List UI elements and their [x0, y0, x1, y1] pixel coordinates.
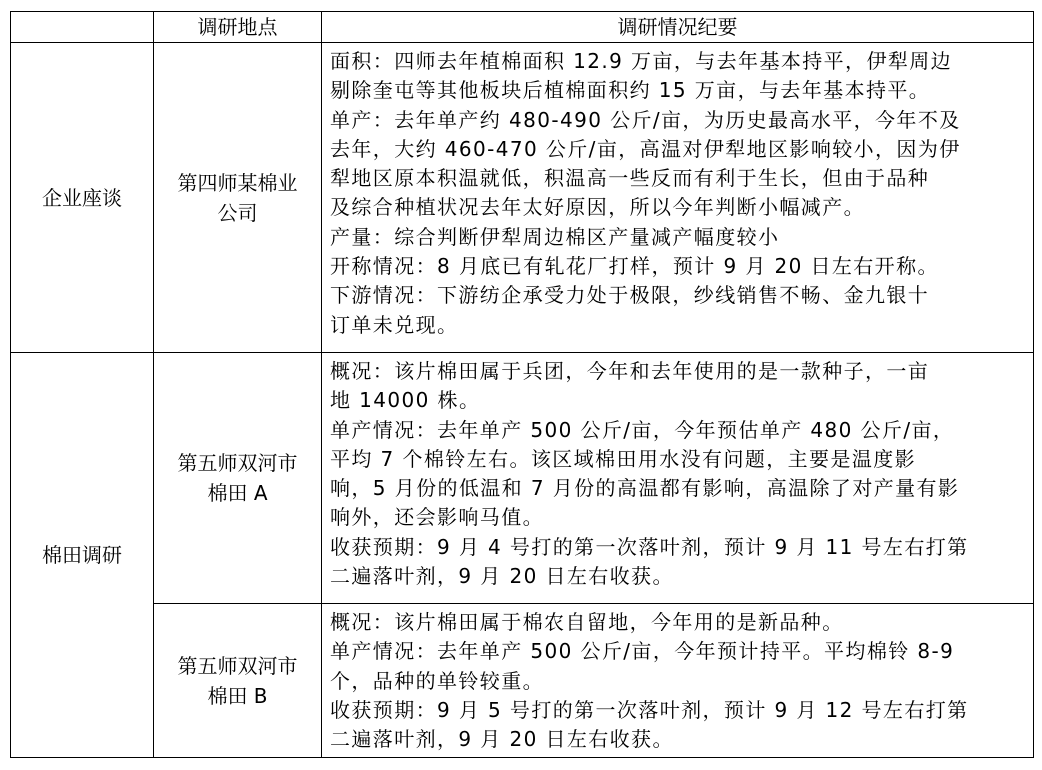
- summary-line: 概况：该片棉田属于棉农自留地，今年用的是新品种。: [330, 610, 844, 634]
- summary-line: 地 14000 株。: [330, 388, 481, 413]
- summary-line: 二遍落叶剂，9 月 20 日左右收获。: [330, 564, 674, 589]
- location-line: 第五师双河市: [177, 653, 298, 678]
- summary-line: 订单未兑现。: [330, 312, 459, 337]
- summary-line: 响外，还会影响马值。: [330, 505, 544, 530]
- location-line: 第五师双河市: [177, 451, 298, 475]
- location-cell: [154, 43, 321, 352]
- location-cell: [154, 604, 321, 757]
- summary-line: 收获预期：9 月 4 号打的第一次落叶剂，预计 9 月 11 号左右打第: [330, 534, 969, 559]
- summary-line: 收获预期：9 月 5 号打的第一次落叶剂，预计 9 月 12 号左右打第: [330, 697, 969, 722]
- summary-line: 下游情况：下游纺企承受力处于极限，纱线销售不畅、金九银十: [330, 283, 930, 308]
- summary-line: 个，品种的单铃较重。: [330, 668, 544, 693]
- research-summary-table: [10, 11, 1034, 758]
- summary-line: 二遍落叶剂，9 月 20 日左右收获。: [330, 727, 674, 752]
- summary-line: 剔除奎屯等其他板块后植棉面积约 15 万亩，与去年基本持平。: [330, 78, 931, 103]
- summary-line: 去年，大约 460-470 公斤/亩，高温对伊犁地区影响较小，因为伊: [330, 136, 961, 161]
- summary-line: 面积：四师去年植棉面积 12.9 万亩，与去年基本持平，伊犁周边: [330, 49, 953, 73]
- summary-line: 单产：去年单产约 480-490 公斤/亩，为历史最高水平，今年不及: [330, 107, 961, 132]
- table-border-right: [1033, 11, 1034, 758]
- summary-line: 及综合种植状况去年太好原因，所以今年判断小幅减产。: [330, 195, 865, 220]
- location-line: 公司: [217, 200, 258, 225]
- header-summary: 调研情况纪要: [617, 15, 738, 39]
- summary-line: 平均 7 个棉铃左右。该区域棉田用水没有问题，主要是温度影: [330, 446, 917, 471]
- header-location: 调研地点: [197, 15, 278, 39]
- summary-line: 产量：综合判断伊犁周边棉区产量减产幅度较小: [330, 224, 780, 249]
- category-enterprise-meeting: 企业座谈: [42, 185, 122, 210]
- summary-line: 概况：该片棉田属于兵团，今年和去年使用的是一款种子，一亩: [330, 359, 930, 383]
- location-cell: [154, 353, 321, 603]
- summary-line: 单产情况：去年单产 500 公斤/亩，今年预估单产 480 公斤/亩，: [330, 417, 955, 442]
- summary-line: 开称情况：8 月底已有轧花厂打样，预计 9 月 20 日左右开称。: [330, 254, 939, 279]
- table-border-bottom: [10, 757, 1034, 758]
- category-field-research: 棉田调研: [42, 543, 122, 567]
- summary-line: 响，5 月份的低温和 7 月份的高温都有影响，高温除了对产量有影: [330, 476, 960, 501]
- summary-line: 单产情况：去年单产 500 公斤/亩，今年预计持平。平均棉铃 8-9: [330, 639, 955, 664]
- location-line: 棉田 A: [207, 481, 268, 505]
- location-line: 第四师某棉业: [177, 170, 298, 195]
- summary-content: [330, 47, 961, 340]
- location-line: 棉田 B: [207, 683, 268, 708]
- summary-content: [330, 357, 969, 591]
- summary-content: [330, 608, 969, 754]
- summary-line: 犁地区原本积温就低，积温高一些反而有利于生长，但由于品种: [330, 166, 930, 191]
- column-divider-2: [321, 11, 322, 758]
